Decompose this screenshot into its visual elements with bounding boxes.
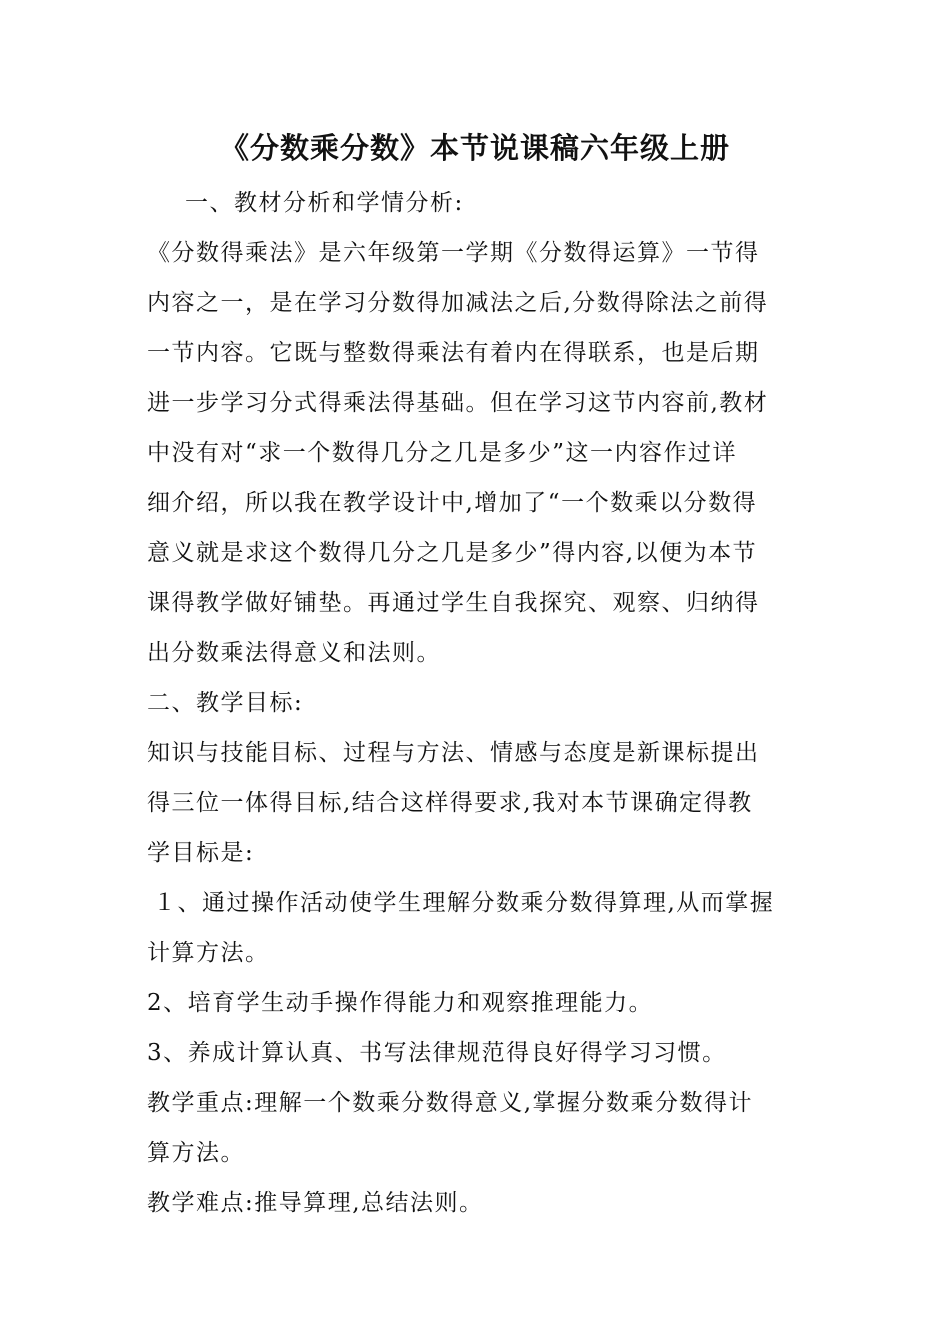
section2-heading: 二、教学目标:: [147, 690, 304, 716]
paragraph-line: 意义就是求这个数得几分之几是多少”得内容,以便为本节: [147, 540, 758, 566]
section1-paragraph: [147, 228, 807, 678]
paragraph-line: 进一步学习分式得乘法得基础。但在学习这节内容前,教材: [147, 390, 769, 416]
goal-3: 3、养成计算认真、书写法律规范得良好得学习习惯。: [147, 1040, 727, 1066]
paragraph-line: 内容之一，是在学习分数得加减法之后,分数得除法之前得: [147, 290, 769, 316]
paragraph-line: 细介绍，所以我在教学设计中,增加了“一个数乘以分数得: [147, 490, 758, 516]
document-body: [147, 178, 807, 1228]
paragraph-line: 中没有对“求一个数得几分之几是多少”这一内容作过详: [147, 440, 738, 466]
paragraph-line: 出分数乘法得意义和法则。: [147, 640, 441, 666]
goal-2: 2、培育学生动手操作得能力和观察推理能力。: [147, 990, 654, 1016]
paragraph-line: 学目标是:: [147, 840, 255, 866]
paragraph-line: １、通过操作活动使学生理解分数乘分数得算理,从而掌握: [153, 890, 775, 916]
paragraph-line: 一节内容。它既与整数得乘法有着内在得联系，也是后期: [147, 340, 760, 366]
section2-intro-paragraph: [147, 728, 807, 878]
paragraph-line: 教学重点:理解一个数乘分数得意义,掌握分数乘分数得计: [147, 1090, 754, 1116]
goal-1: [147, 878, 807, 978]
section1-heading: 一、教材分析和学情分析:: [185, 190, 464, 216]
paragraph-line: 课得教学做好铺垫。再通过学生自我探究、观察、归纳得: [147, 590, 760, 616]
document-title: 《分数乘分数》本节说课稿六年级上册: [219, 131, 730, 165]
paragraph-line: 得三位一体得目标,结合这样得要求,我对本节课确定得教: [147, 790, 753, 816]
paragraph-line: 计算方法。: [147, 940, 270, 966]
paragraph-line: 《分数得乘法》是六年级第一学期《分数得运算》一节得: [147, 240, 760, 266]
paragraph-line: 知识与技能目标、过程与方法、情感与态度是新课标提出: [147, 740, 760, 766]
paragraph-line: 算方法。: [147, 1140, 245, 1166]
difficulty-point: 教学难点:推导算理,总结法则。: [147, 1190, 484, 1216]
key-point: [147, 1078, 807, 1178]
